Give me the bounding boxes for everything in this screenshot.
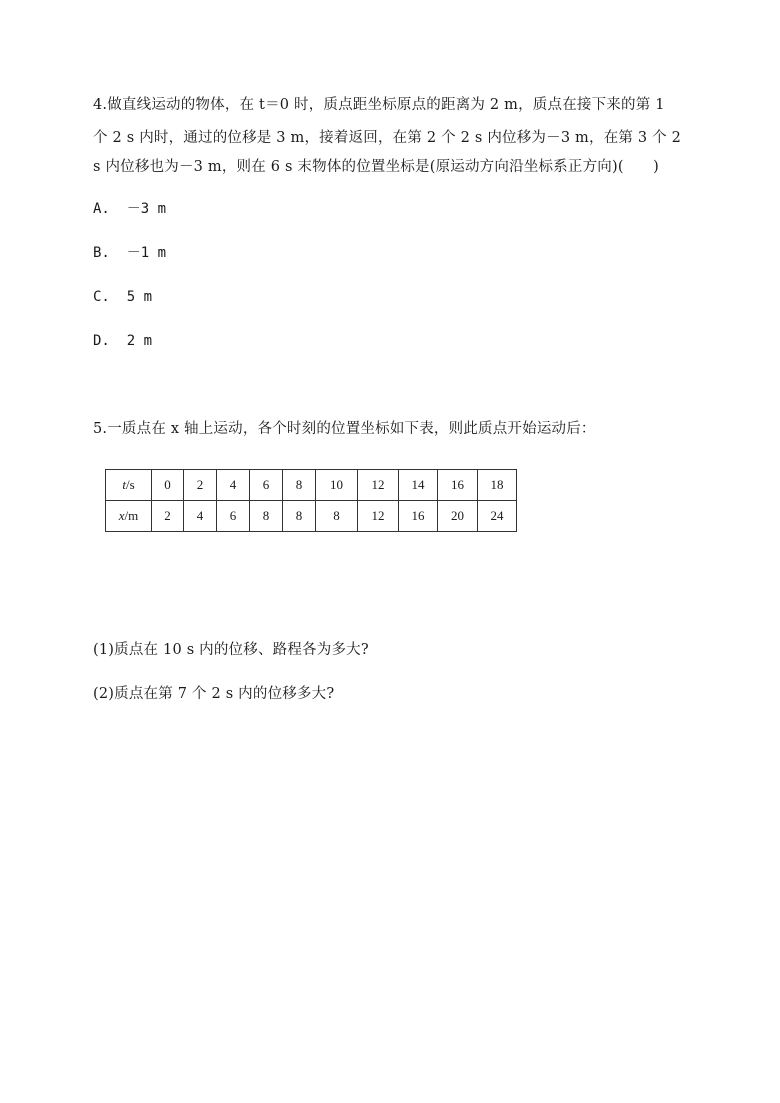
option-label: B. (93, 245, 110, 261)
table-cell: 6 (250, 470, 283, 501)
table-cell: 4 (217, 470, 250, 501)
q4-option-c[interactable] (93, 287, 152, 307)
position-header: x/m (106, 501, 152, 532)
q4-option-a[interactable] (93, 199, 166, 219)
table-cell: 6 (217, 501, 250, 532)
table-cell: 12 (358, 470, 399, 501)
q4-option-d[interactable] (93, 331, 152, 351)
table-row-position (106, 501, 517, 532)
table-cell: 20 (438, 501, 478, 532)
table-cell: 2 (184, 470, 217, 501)
table-cell: 14 (399, 470, 438, 501)
q4-stem-line-1: 4.做直线运动的物体，在 t＝0 时，质点距坐标原点的距离为 2 m，质点在接下来的第 1 (93, 97, 665, 113)
table-cell: 16 (438, 470, 478, 501)
option-label: A. (93, 201, 110, 217)
table-cell: 16 (399, 501, 438, 532)
table-cell: 2 (152, 501, 184, 532)
q5-sub-question-2: (2)质点在第 7 个 2 s 内的位移多大? (93, 686, 335, 702)
q4-stem-line-2: 个 2 s 内时，通过的位移是 3 m，接着返回，在第 2 个 2 s 内位移为－3 m，在第 3 个 2 (93, 130, 682, 146)
time-header: t/s (106, 470, 152, 501)
q5-sub-question-1: (1)质点在 10 s 内的位移、路程各为多大? (93, 642, 369, 658)
table-cell: 8 (250, 501, 283, 532)
option-text: 2 m (126, 333, 153, 349)
table-cell: 18 (478, 470, 517, 501)
q4-option-b[interactable] (93, 243, 166, 263)
table-cell: 0 (152, 470, 184, 501)
option-text: －3 m (126, 201, 167, 217)
table-cell: 8 (316, 501, 358, 532)
table-row-time (106, 470, 517, 501)
table-cell: 8 (283, 501, 316, 532)
option-label: D. (93, 333, 110, 349)
table-cell: 4 (184, 501, 217, 532)
option-label: C. (93, 289, 110, 305)
option-text: －1 m (126, 245, 167, 261)
option-text: 5 m (126, 289, 153, 305)
table-cell: 10 (316, 470, 358, 501)
q5-stem: 5.一质点在 x 轴上运动，各个时刻的位置坐标如下表，则此质点开始运动后： (93, 421, 596, 437)
table-cell: 8 (283, 470, 316, 501)
q4-stem-line-3: s 内位移也为－3 m，则在 6 s 末物体的位置坐标是(原运动方向沿坐标系正方向)( ) (93, 159, 659, 175)
table-cell: 24 (478, 501, 517, 532)
position-time-table (105, 469, 517, 532)
table-cell: 12 (358, 501, 399, 532)
